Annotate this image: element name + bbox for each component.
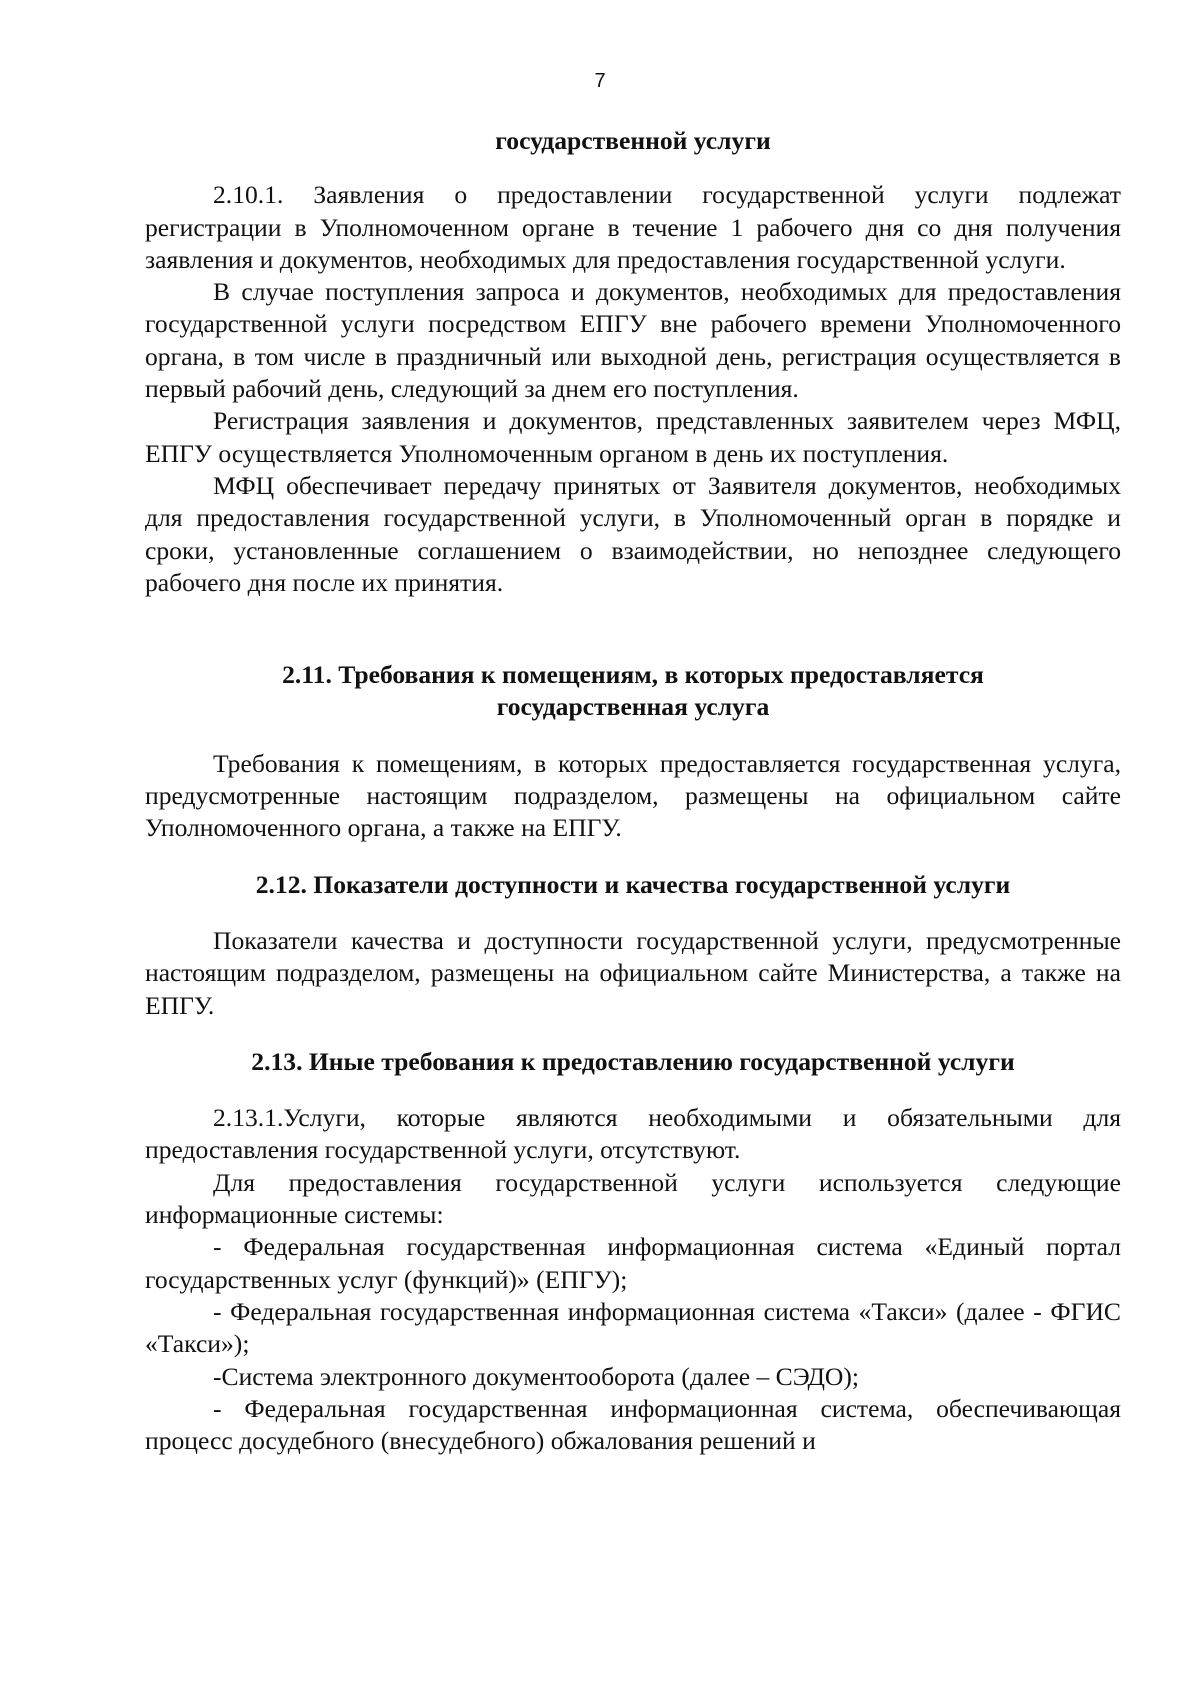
paragraph: 2.13.1.Услуги, которые являются необходимыми и обязательными для предоставления государственной услуги, отсутствуют.: [145, 1103, 1121, 1165]
page-number: 7: [594, 70, 606, 92]
paragraph: Регистрация заявления и документов, представленных заявителем через МФЦ, ЕПГУ осуществляется Уполномоченным органом в день их поступления.: [145, 406, 1121, 468]
section-heading-2-13: 2.13. Иные требования к предоставлению государственной услуги: [251, 1046, 1015, 1076]
document-body: [145, 125, 1121, 1457]
paragraph: Показатели качества и доступности государственной услуги, предусмотренные настоящим подразделом, размещены на официальном сайте Министерства, а также на ЕПГУ.: [145, 925, 1121, 1020]
section-heading-2-11: [145, 659, 1121, 724]
section-heading-2-12: 2.12. Показатели доступности и качества государственной услуги: [255, 869, 1011, 899]
paragraph: Для предоставления государственной услуги используется следующие информационные системы:: [145, 1167, 1121, 1230]
paragraph: Требования к помещениям, в которых предоставляется государственная услуга, предусмотренные настоящим подразделом, размещены на официальном сайте Уполномоченного органа, а также на ЕПГУ.: [145, 748, 1121, 843]
heading-line: 2.11. Требования к помещениям, в которых предоставляется: [282, 660, 984, 690]
list-item: - Федеральная государственная информационная система «Единый портал государственных услуг (функций)» (ЕПГУ);: [145, 1232, 1121, 1294]
heading-continued: государственной услуги: [495, 126, 771, 155]
paragraph: В случае поступления запроса и документов, необходимых для предоставления государственной услуги посредством ЕПГУ вне рабочего времени Уполномоченного органа, в том числе в праздничный или выходной день, регистрация осуществляется в первый рабочий день, следующий за днем его поступления.: [145, 277, 1121, 404]
list-item: - Федеральная государственная информационная система, обеспечивающая процесс досудебного (внесудебного) обжалования решений и: [145, 1393, 1121, 1456]
paragraph: МФЦ обеспечивает передачу принятых от Заявителя документов, необходимых для предоставления государственной услуги, в Уполномоченный орган в порядке и сроки, установленные соглашением о взаимодействии, но непозднее следующего рабочего дня после их принятия.: [145, 470, 1121, 597]
paragraph: 2.10.1. Заявления о предоставлении государственной услуги подлежат регистрации в Уполномоченном органе в течение 1 рабочего дня со дня получения заявления и документов, необходимых для предоставления государственной услуги.: [145, 180, 1121, 274]
list-item: -Система электронного документооборота (далее – СЭДО);: [213, 1361, 860, 1391]
list-item: - Федеральная государственная информационная система «Такси» (далее - ФГИС «Такси»);: [145, 1296, 1121, 1359]
heading-line: государственная услуга: [496, 692, 770, 722]
